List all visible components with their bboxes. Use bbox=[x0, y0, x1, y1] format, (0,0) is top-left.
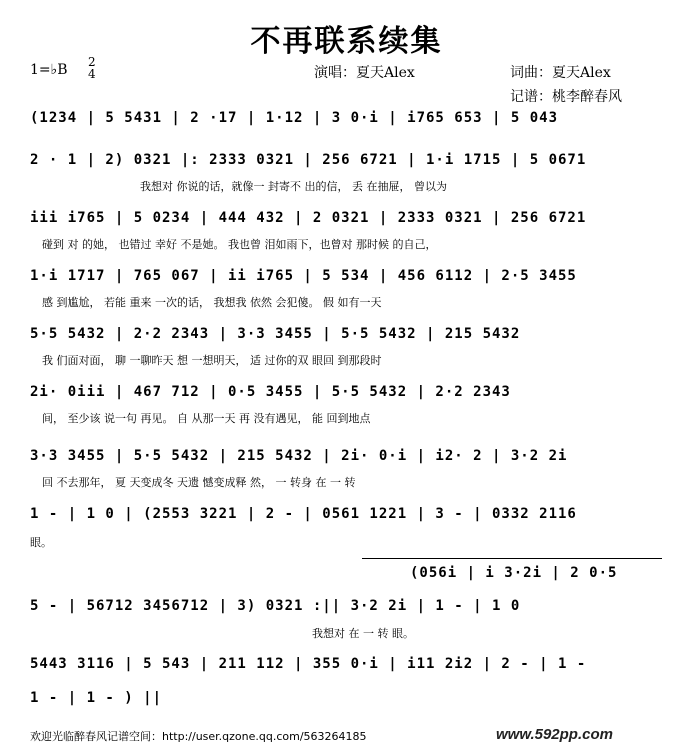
time-signature bbox=[88, 56, 96, 80]
transcriber-credit: 记谱：桃李醉春风 bbox=[510, 89, 622, 105]
lyrics-row-4: 感 到尴尬， 若能 重来 一次的话， 我想我 依然 会犯傻。 假 如有一天 bbox=[42, 296, 382, 309]
notation-row-10: 5 - | 56712 3456712 | 3) 0321 :|| 3·2 2i | 1 - | 1 0 bbox=[30, 598, 521, 614]
lyrics-row-8: 眼。 bbox=[30, 536, 52, 549]
notation-row-9: (056i | i 3·2i | 2 0·5 bbox=[410, 565, 618, 581]
notation-row-7: 3·3 3455 | 5·5 5432 | 215 5432 | 2i· 0·i | i2· 2 | 3·2 2i bbox=[30, 448, 568, 464]
lyrics-row-3: 碰到 对 的她， 也错过 幸好 不是她。 我也曾 泪如雨下，也曾对 那时候 的自己， bbox=[42, 238, 437, 251]
notation-row-3: iii i765 | 5 0234 | 444 432 | 2 0321 | 2333 0321 | 256 6721 bbox=[30, 210, 587, 226]
notation-row-5: 5·5 5432 | 2·2 2343 | 3·3 3455 | 5·5 5432 | 215 5432 bbox=[30, 326, 521, 342]
watermark-logo: www.592pp.com bbox=[496, 726, 613, 743]
notation-row-12: 1 - | 1 - ) || bbox=[30, 690, 163, 706]
notation-row-8: 1 - | 1 0 | (2553 3221 | 2 - | 0561 1221 | 3 - | 0332 2116 bbox=[30, 506, 577, 522]
singer-credit: 演唱：夏天Alex bbox=[314, 65, 415, 81]
composer-credit: 词曲：夏天Alex bbox=[510, 65, 611, 81]
lyrics-row-2: 我想对 你说的话，就像一 封寄不 出的信， 丢 在抽屉， 曾以为 bbox=[140, 180, 447, 193]
notation-row-11: 5443 3116 | 5 543 | 211 112 | 355 0·i | i11 2i2 | 2 - | 1 - bbox=[30, 656, 587, 672]
notation-row-2: 2 · 1 | 2) 0321 |: 2333 0321 | 256 6721 | 1·i 1715 | 5 0671 bbox=[30, 152, 587, 168]
time-signature-bottom: 4 bbox=[88, 67, 96, 81]
notation-row-4: 1·i 1717 | 765 067 | ii i765 | 5 534 | 456 6112 | 2·5 3455 bbox=[30, 268, 577, 284]
volta-bracket-2 bbox=[362, 558, 662, 559]
notation-row-1: (1234 | 5 5431 | 2 ·17 | 1·12 | 3 0·i | i765 653 | 5 043 bbox=[30, 110, 559, 126]
key-signature: 1=♭B bbox=[30, 62, 68, 78]
lyrics-row-10: 我想对 在 一 转 眼。 bbox=[312, 627, 414, 640]
score-title: 不再联系续集 bbox=[250, 24, 443, 59]
footer-text: 欢迎光临醉春风记谱空间：http://user.qzone.qq.com/563264185 bbox=[30, 730, 367, 743]
notation-row-6: 2i· 0iii | 467 712 | 0·5 3455 | 5·5 5432 | 2·2 2343 bbox=[30, 384, 511, 400]
lyrics-row-7: 回 不去那年， 夏 天变成冬 天遗 憾变成释 然， 一 转身 在 一 转 bbox=[42, 476, 356, 489]
lyrics-row-6: 间， 至少该 说一句 再见。 自 从那一天 再 没有遇见， 能 回到地点 bbox=[42, 412, 371, 425]
time-signature-top: 2 bbox=[88, 55, 96, 69]
lyrics-row-5: 我 们面对面， 聊 一聊昨天 想 一想明天， 适 过你的双 眼回 到那段时 bbox=[42, 354, 382, 367]
